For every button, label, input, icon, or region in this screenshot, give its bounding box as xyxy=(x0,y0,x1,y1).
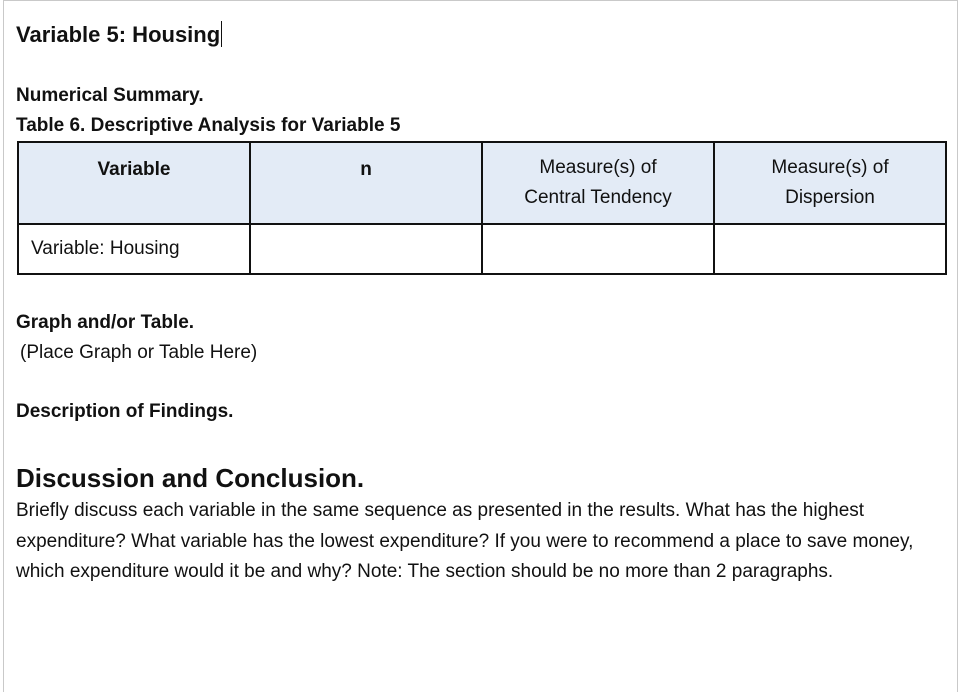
variable-heading-text[interactable]: Variable 5: Housing xyxy=(16,22,221,47)
text-cursor xyxy=(221,21,222,47)
discussion-paragraph[interactable]: Briefly discuss each variable in the same sequence as presented in the results. What has the highest expenditure? What variable has the lowest expenditure? If you were to recommend a place to save money, which expenditure would it be and why? Note: The section should be no more than 2 paragraphs. xyxy=(16,500,914,582)
cell-central-tendency[interactable] xyxy=(482,224,714,274)
cell-variable[interactable]: Variable: Housing xyxy=(18,224,250,274)
table-caption: Table 6. Descriptive Analysis for Variable 5 xyxy=(16,115,401,136)
header-dispersion-line1: Measure(s) of xyxy=(771,157,889,178)
graph-label: Graph and/or Table. xyxy=(16,312,195,333)
header-central-tendency xyxy=(482,142,714,224)
numerical-summary-label: Numerical Summary. xyxy=(16,85,204,106)
cell-dispersion[interactable] xyxy=(714,224,946,274)
variable-heading[interactable] xyxy=(16,21,222,48)
header-n: n xyxy=(250,142,482,224)
cell-n[interactable] xyxy=(250,224,482,274)
header-dispersion-line2: Dispersion xyxy=(785,187,875,208)
header-dispersion xyxy=(714,142,946,224)
document-page[interactable] xyxy=(3,0,958,692)
discussion-title: Discussion and Conclusion. xyxy=(16,463,365,493)
header-central-line1: Measure(s) of xyxy=(539,157,657,178)
table-header-row xyxy=(18,142,946,224)
table-row xyxy=(18,224,946,274)
descriptive-analysis-table xyxy=(17,141,947,275)
graph-placeholder[interactable]: (Place Graph or Table Here) xyxy=(20,342,258,363)
description-label: Description of Findings. xyxy=(16,401,234,422)
header-central-line2: Central Tendency xyxy=(524,187,672,208)
header-variable: Variable xyxy=(18,142,250,224)
